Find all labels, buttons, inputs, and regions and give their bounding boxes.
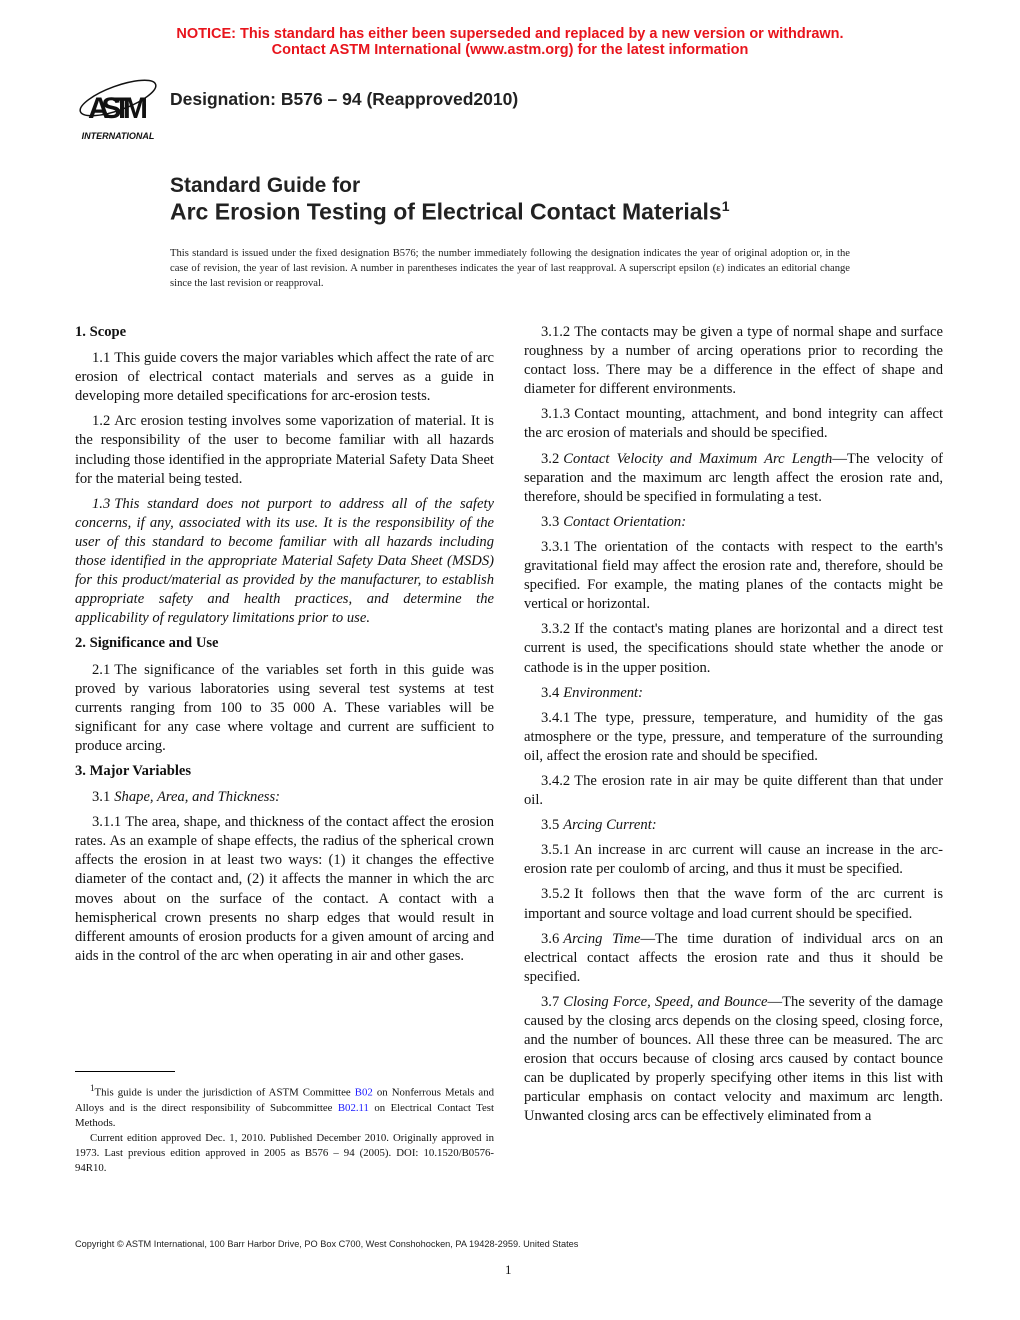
footnotes [75, 1081, 494, 1176]
paragraph-number: 3.7 [541, 993, 560, 1010]
paragraph-text: —The velocity of separation and the maximum arc length affect the erosion rate and, therefore, should be specified in formulating a test. [524, 450, 943, 505]
paragraph-text: —The time duration of individual arcs on an electrical contact affects the erosion rate and thus it should be specified. [524, 930, 943, 985]
paragraph-1-2 [75, 412, 494, 488]
astm-logo [74, 66, 162, 144]
paragraph-1-1 [75, 349, 494, 406]
paragraph-1-3 [75, 495, 494, 629]
paragraph-subheading: Shape, Area, and Thickness: [114, 789, 281, 806]
section-heading: 1. Scope [75, 324, 127, 340]
paragraph-subheading: Arcing Time [563, 930, 641, 947]
paragraph-text: This standard does not purport to address all of the safety concerns, if any, associated with its use. It is the responsibility of the user of this standard to become familiar with all hazards including those identified in the appropriate Material Safety Data Sheet (MSDS) for this product/material as provided by the manufacturer, to establish appropriate safety and health practices, and determine the applicability of regulatory limitations prior to use. [75, 495, 494, 627]
footnote-text: This guide is under the jurisdiction of ASTM Committee [94, 1086, 355, 1099]
paragraph-number: 3.4 [541, 684, 560, 701]
paragraph-number: 3.5 [541, 817, 560, 834]
footnote-1 [75, 1081, 494, 1131]
page-number: 1 [505, 1262, 512, 1277]
subcommittee-link[interactable]: B02.11 [337, 1101, 369, 1114]
title-line-2 [170, 198, 730, 226]
paragraph-2-1 [75, 661, 494, 756]
paragraph-3-3 [524, 513, 943, 532]
notice-line-2[interactable]: Contact ASTM International (www.astm.org) for the latest information [271, 42, 749, 58]
paragraph-subheading: Closing Force, Speed, and Bounce [563, 993, 768, 1010]
paragraph-3-6 [524, 930, 943, 987]
paragraph-3-4-2 [524, 772, 943, 810]
paragraph-3-1 [75, 788, 494, 807]
svg-text:INTERNATIONAL: INTERNATIONAL [81, 131, 155, 141]
section-heading: 2. Significance and Use [75, 635, 219, 652]
paragraph-number: 3.4.1 [541, 709, 571, 726]
section-heading: 3. Major Variables [75, 762, 192, 779]
paragraph-text: The orientation of the contacts with respect to the earth's gravitational field may affect the erosion rate and, therefore, should be specified. For example, the mating planes of the contacts might be vertical or horizontal. [524, 538, 943, 613]
paragraph-3-1-3 [524, 405, 943, 443]
paragraph-number: 3.2 [541, 450, 560, 467]
paragraph-text: Contact mounting, attachment, and bond integrity can affect the arc erosion of materials and should be specified. [524, 406, 943, 442]
designation: Designation: B576 – 94 (Reapproved2010) [170, 89, 519, 109]
title-text: Arc Erosion Testing of Electrical Contact Materials [170, 198, 722, 225]
paragraph-number: 3.5.2 [541, 886, 571, 903]
footnote-text: on Electrical Contact Test Methods. [75, 1101, 494, 1129]
footnote-text: on Nonferrous Metals and Alloys and is the direct responsibility of Subcommittee [75, 1086, 494, 1114]
paragraph-3-5-1 [524, 841, 943, 879]
paragraph-text: The erosion rate in air may be quite different than that under oil. [524, 772, 943, 809]
paragraph-3-4 [524, 684, 943, 703]
paragraph-number: 3.1.1 [92, 814, 122, 831]
paragraph-number: 2.1 [92, 661, 111, 678]
paragraph-3-1-2 [524, 323, 943, 399]
paragraph-3-5 [524, 816, 943, 835]
right-column [524, 323, 943, 1133]
committee-link[interactable]: B02 [354, 1086, 373, 1099]
paragraph-number: 3.3 [541, 513, 560, 530]
paragraph-number: 1.1 [92, 350, 111, 367]
paragraph-text: It follows then that the wave form of the arc current is important and source voltage and load current should be specified. [524, 886, 943, 922]
paragraph-text: If the contact's mating planes are horizontal and a direct test current is used, the specifications should state whether the anode or cathode is in the upper position. [524, 621, 943, 676]
paragraph-text: The type, pressure, temperature, and humidity of the gas atmosphere or the type, pressure, and temperature of the surrounding oil, affect the erosion rate and should be specified. [524, 709, 943, 764]
paragraph-3-1-1 [75, 813, 494, 966]
paragraph-text: The area, shape, and thickness of the contact affect the erosion rates. As an example of shape effects, the radius of the spherical crown affects the erosion in at least two ways: (1) it changes the effective diameter of the contact and, (2) it affects the manner in which the arc moves about on the surface of the contact. A contact with a hemispherical crown presents no sharp edges that would result in different amounts of erosion products for a given amount of arcing and aids in the control of the arc when operating in air and other gases. [75, 814, 494, 964]
paragraph-number: 3.1.3 [541, 406, 571, 423]
footnote-edition: Current edition approved Dec. 1, 2010. Published December 2010. Originally approved in 1973. Last previous edition approved in 2005 as B576 – 94 (2005). DOI: 10.1520/B0576-94R10. [75, 1131, 494, 1174]
paragraph-text: —The severity of the damage caused by the closing arcs depends on the closing speed, closing force, and the number of bounces. All these three can be measured. The arc erosion that occurs because of closing arcs caused by contact bounce can be duplicated by properly specifying other items in this list with particular emphasis on contact velocity and maximum arc length. Unwanted closing arcs can be effectively eliminated from a [524, 993, 944, 1125]
paragraph-text: The contacts may be given a type of normal shape and surface roughness by a number of arcing operations prior to recording the contact loss. There may be a difference in the effect of shape and diameter for different environments. [524, 324, 943, 398]
paragraph-subheading: Environment: [563, 684, 643, 701]
footnote-mark: 1 [90, 1083, 95, 1093]
title-footnote-mark: 1 [721, 198, 730, 214]
footnote-divider [75, 1071, 175, 1072]
paragraph-number: 3.6 [541, 930, 560, 947]
copyright: Copyright © ASTM International, 100 Barr Harbor Drive, PO Box C700, West Conshohocken, PA 19428-2959. United States [75, 1239, 579, 1249]
paragraph-text: An increase in arc current will cause an increase in the arc-erosion rate per coulomb of arcing, and thus it must be specified. [524, 842, 943, 878]
paragraph-number: 3.5.1 [541, 842, 571, 859]
paragraph-number: 1.3 [92, 495, 111, 512]
paragraph-3-5-2 [524, 885, 943, 923]
paragraph-number: 3.1 [92, 789, 111, 806]
paragraph-number: 1.2 [92, 413, 111, 430]
paragraph-number: 3.4.2 [541, 772, 571, 789]
paragraph-text: The significance of the variables set forth in this guide was proved by various laboratories using several test systems at test currents ranging from 100 to 35 000 A. These variables will be significant for any case where voltage and current are sufficient to produce arcing. [75, 661, 494, 754]
svg-text:ASTM: ASTM [88, 92, 148, 125]
notice-line-1: NOTICE: This standard has either been superseded and replaced by a new version or withdrawn. [176, 26, 844, 42]
paragraph-subheading: Arcing Current: [563, 817, 657, 834]
paragraph-3-3-2 [524, 620, 943, 677]
paragraph-3-4-1 [524, 709, 943, 766]
notice-banner[interactable] [0, 26, 1020, 58]
intro-note: This standard is issued under the fixed designation B576; the number immediately following the designation indicates the year of original adoption or, in the case of revision, the year of last revision. A number in parentheses indicates the year of last reapproval. A superscript epsilon (ε) indicates an editorial change since the last revision or reapproval. [170, 248, 850, 289]
paragraph-number: 3.3.1 [541, 538, 571, 555]
paragraph-subheading: Contact Orientation: [563, 513, 687, 530]
paragraph-subheading: Contact Velocity and Maximum Arc Length [563, 450, 833, 467]
paragraph-number: 3.3.2 [541, 621, 571, 638]
title-line-1: Standard Guide for [170, 174, 361, 197]
paragraph-text: This guide covers the major variables which affect the rate of arc erosion of electrical contact materials and serves as a guide in developing more detailed specifications for arc-erosion tests. [75, 350, 494, 405]
paragraph-3-3-1 [524, 538, 943, 614]
left-column [75, 323, 494, 972]
paragraph-3-2 [524, 450, 943, 507]
paragraph-3-7 [524, 993, 943, 1127]
paragraph-text: Arc erosion testing involves some vaporization of material. It is the responsibility of the user to become familiar with all hazards including those identified in the appropriate Material Safety Data Sheet for the material being tested. [75, 413, 494, 487]
paragraph-number: 3.1.2 [541, 324, 571, 340]
